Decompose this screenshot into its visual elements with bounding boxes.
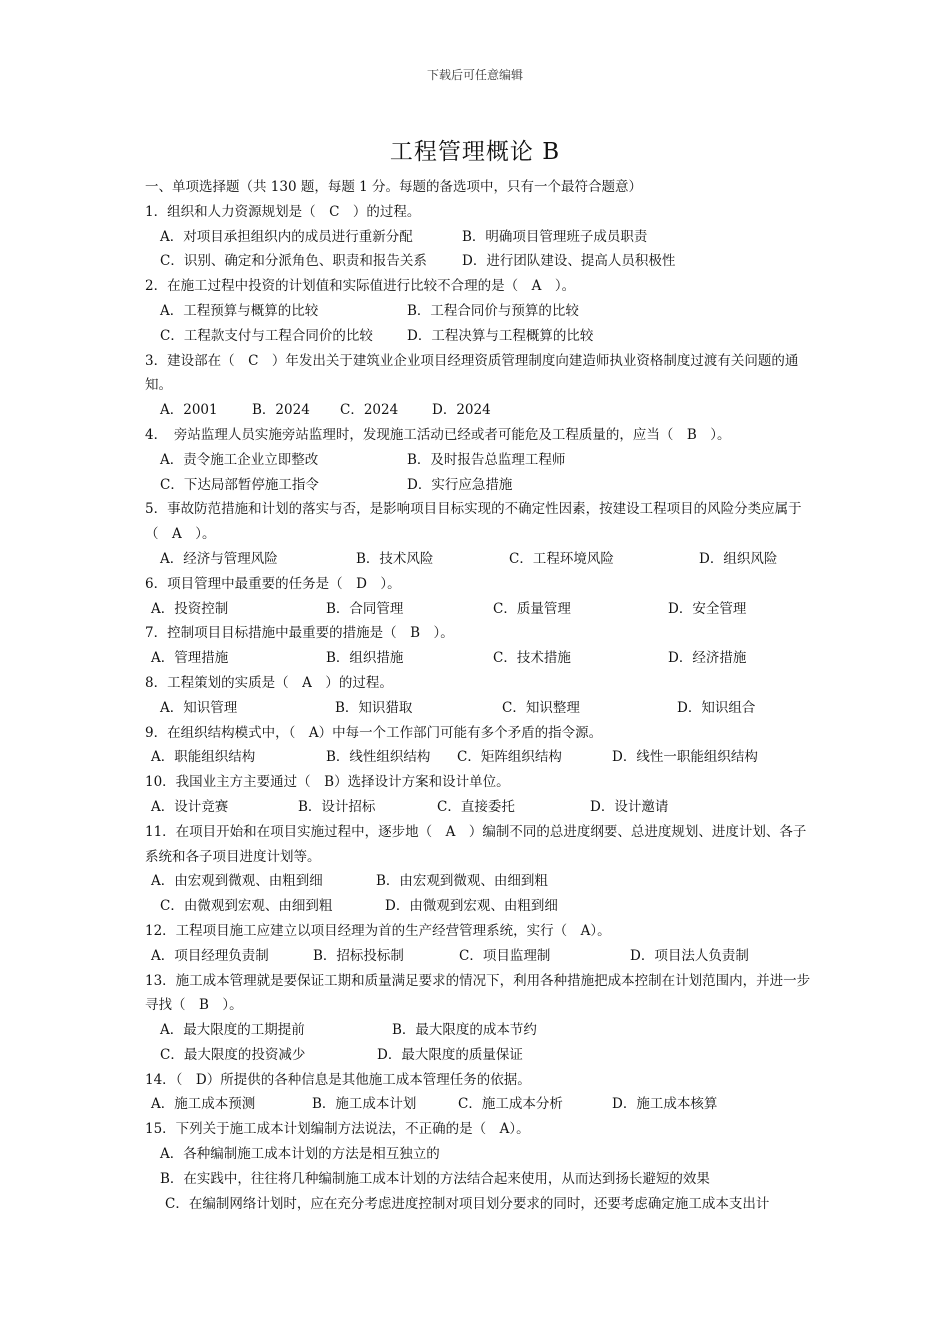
answer-option: C．技术措施 <box>493 650 571 667</box>
answer-option: C．直接委托 <box>437 798 515 815</box>
answer-option: B．明确项目管理班子成员职责 <box>462 228 648 245</box>
option-row <box>145 1043 813 1068</box>
answer-option: B．最大限度的成本节约 <box>392 1022 537 1039</box>
option-row <box>145 696 813 721</box>
answer-option: B．2024 <box>252 402 310 419</box>
question-text: 1．组织和人力资源规划是（ C ）的过程。 <box>145 203 421 220</box>
answer-option: C．2024 <box>340 402 399 419</box>
option-row <box>145 249 813 274</box>
option-row <box>145 448 813 473</box>
question-text: 6．项目管理中最重要的任务是（ D ）。 <box>145 575 401 592</box>
answer-option: B．招标投标制 <box>313 947 404 964</box>
answer-option: A．职能组织结构 <box>151 749 256 766</box>
answer-option: D．由微观到宏观、由粗到细 <box>385 898 558 915</box>
answer-option: C．最大限度的投资减少 <box>160 1046 306 1063</box>
option-row <box>145 1092 813 1117</box>
answer-option: D．2024 <box>432 402 491 419</box>
option-row <box>145 894 813 919</box>
option-row <box>145 225 813 250</box>
answer-option: A．知识管理 <box>160 699 238 716</box>
question-text: 7．控制项目目标措施中最重要的措施是（ B ）。 <box>145 625 454 642</box>
answer-option: B．技术风险 <box>356 550 434 567</box>
question-text: 13．施工成本管理就是要保证工期和质量满足要求的情况下，利用各种措施把成本控制在计划范围内，并进一步寻找（ B ）。 <box>145 972 811 1014</box>
answer-option: D．线性一职能组织结构 <box>612 749 758 766</box>
answer-option: B．组织措施 <box>326 650 404 667</box>
answer-option: D．安全管理 <box>668 600 747 617</box>
answer-option: A．投资控制 <box>151 600 229 617</box>
answer-option: B．在实践中，往往将几种编制施工成本计划的方法结合起来使用，从而达到扬长避短的效果 <box>160 1170 710 1187</box>
question-text: 12．工程项目施工应建立以项目经理为首的生产经营管理系统，实行（ A）。 <box>145 922 611 939</box>
answer-option: C．项目监理制 <box>459 947 551 964</box>
answer-option: A．管理措施 <box>151 650 229 667</box>
answer-option: D．施工成本核算 <box>612 1096 718 1113</box>
answer-option: A．经济与管理风险 <box>160 550 278 567</box>
answer-option: A．各种编制施工成本计划的方法是相互独立的 <box>160 1146 440 1163</box>
option-row <box>145 597 813 622</box>
answer-option: C．知识整理 <box>502 699 580 716</box>
answer-option: C．施工成本分析 <box>458 1096 563 1113</box>
answer-option: C．由微观到宏观、由细到粗 <box>160 898 333 915</box>
option-row <box>145 547 813 572</box>
question-text: 10．我国业主方主要通过（ B）选择设计方案和设计单位。 <box>145 774 510 791</box>
answer-option: D．工程决算与工程概算的比较 <box>407 327 594 344</box>
question-text: 8．工程策划的实质是（ A ）的过程。 <box>145 674 393 691</box>
option-row <box>145 1167 813 1192</box>
question-text: 15．下列关于施工成本计划编制方法说法，不正确的是（ A）。 <box>145 1121 530 1138</box>
question-text: 5．事故防范措施和计划的落实与否，是影响项目目标实现的不确定性因素，按建设工程项目的风险分类应属于（ A ）。 <box>145 501 802 543</box>
question-text: 14．（ D）所提供的各种信息是其他施工成本管理任务的依据。 <box>145 1071 531 1088</box>
answer-option: D．组织风险 <box>699 550 778 567</box>
answer-option: D．知识组合 <box>677 699 756 716</box>
option-row <box>145 398 813 423</box>
answer-option: B．设计招标 <box>298 798 376 815</box>
answer-option: A．由宏观到微观、由粗到细 <box>151 873 323 890</box>
answer-option: A．责令施工企业立即整改 <box>160 451 319 468</box>
answer-option: A．设计竞赛 <box>151 798 229 815</box>
answer-option: A．施工成本预测 <box>151 1096 256 1113</box>
answer-option: B．及时报告总监理工程师 <box>407 451 566 468</box>
option-row <box>145 944 813 969</box>
option-row <box>145 646 813 671</box>
answer-option: A．对项目承担组织内的成员进行重新分配 <box>160 228 413 245</box>
section-heading: 一、单项选择题（共 130 题，每题 1 分。每题的备选项中，只有一个最符合题意） <box>145 179 643 195</box>
answer-option: A．工程预算与概算的比较 <box>160 302 319 319</box>
answer-option: C．工程款支付与工程合同价的比较 <box>160 327 373 344</box>
answer-option: D．经济措施 <box>668 650 747 667</box>
answer-option: B．工程合同价与预算的比较 <box>407 302 579 319</box>
option-row <box>145 1018 813 1043</box>
question-text: 9．在组织结构模式中，（ A）中每一个工作部门可能有多个矛盾的指令源。 <box>145 724 603 741</box>
answer-option: A．2001 <box>160 402 218 419</box>
answer-option: D．进行团队建设、提高人员积极性 <box>462 253 676 270</box>
answer-option: B．由宏观到微观、由细到粗 <box>376 873 548 890</box>
question-text: 2．在施工过程中投资的计划值和实际值进行比较不合理的是（ A ）。 <box>145 278 576 295</box>
option-row <box>145 869 813 894</box>
questions-container <box>145 200 813 1217</box>
answer-option: B．施工成本计划 <box>312 1096 417 1113</box>
option-row <box>145 299 813 324</box>
option-row <box>145 1192 813 1217</box>
document-title: 工程管理概论 B <box>389 139 561 165</box>
option-row <box>145 324 813 349</box>
option-row <box>145 745 813 770</box>
option-row <box>145 795 813 820</box>
answer-option: A．最大限度的工期提前 <box>160 1022 305 1039</box>
option-row <box>145 473 813 498</box>
answer-option: D．设计邀请 <box>590 798 669 815</box>
answer-option: C．质量管理 <box>493 600 571 617</box>
question-text: 11．在项目开始和在项目实施过程中，逐步地（ A ）编制不同的总进度纲要、总进度规划、进度计划、各子系统和各子项目进度计划等。 <box>145 823 807 865</box>
answer-option: B．线性组织结构 <box>326 749 431 766</box>
answer-option: C．工程环境风险 <box>509 550 614 567</box>
question-text: 3．建设部在（ C ）年发出关于建筑业企业项目经理资质管理制度向建造师执业资格制度过渡有关问题的通知。 <box>145 352 799 394</box>
question-text: 4． 旁站监理人员实施旁站监理时，发现施工活动已经或者可能危及工程质量的，应当（ B ）。 <box>145 426 731 443</box>
answer-option: C．在编制网络计划时，应在充分考虑进度控制对项目划分要求的同时，还要考虑确定施工成本支出计 <box>165 1195 770 1212</box>
answer-option: D．最大限度的质量保证 <box>377 1046 523 1063</box>
answer-option: D．项目法人负责制 <box>630 947 749 964</box>
answer-option: C．矩阵组织结构 <box>457 749 562 766</box>
answer-option: C．下达局部暂停施工指令 <box>160 476 319 493</box>
question-list <box>145 175 813 1216</box>
answer-option: B．合同管理 <box>326 600 404 617</box>
answer-option: A．项目经理负责制 <box>151 947 269 964</box>
option-row <box>145 1142 813 1167</box>
page-header: 下载后可任意编辑 <box>426 68 523 82</box>
answer-option: B．知识猎取 <box>335 699 413 716</box>
answer-option: D．实行应急措施 <box>407 476 513 493</box>
answer-option: C．识别、确定和分派角色、职责和报告关系 <box>160 253 427 270</box>
